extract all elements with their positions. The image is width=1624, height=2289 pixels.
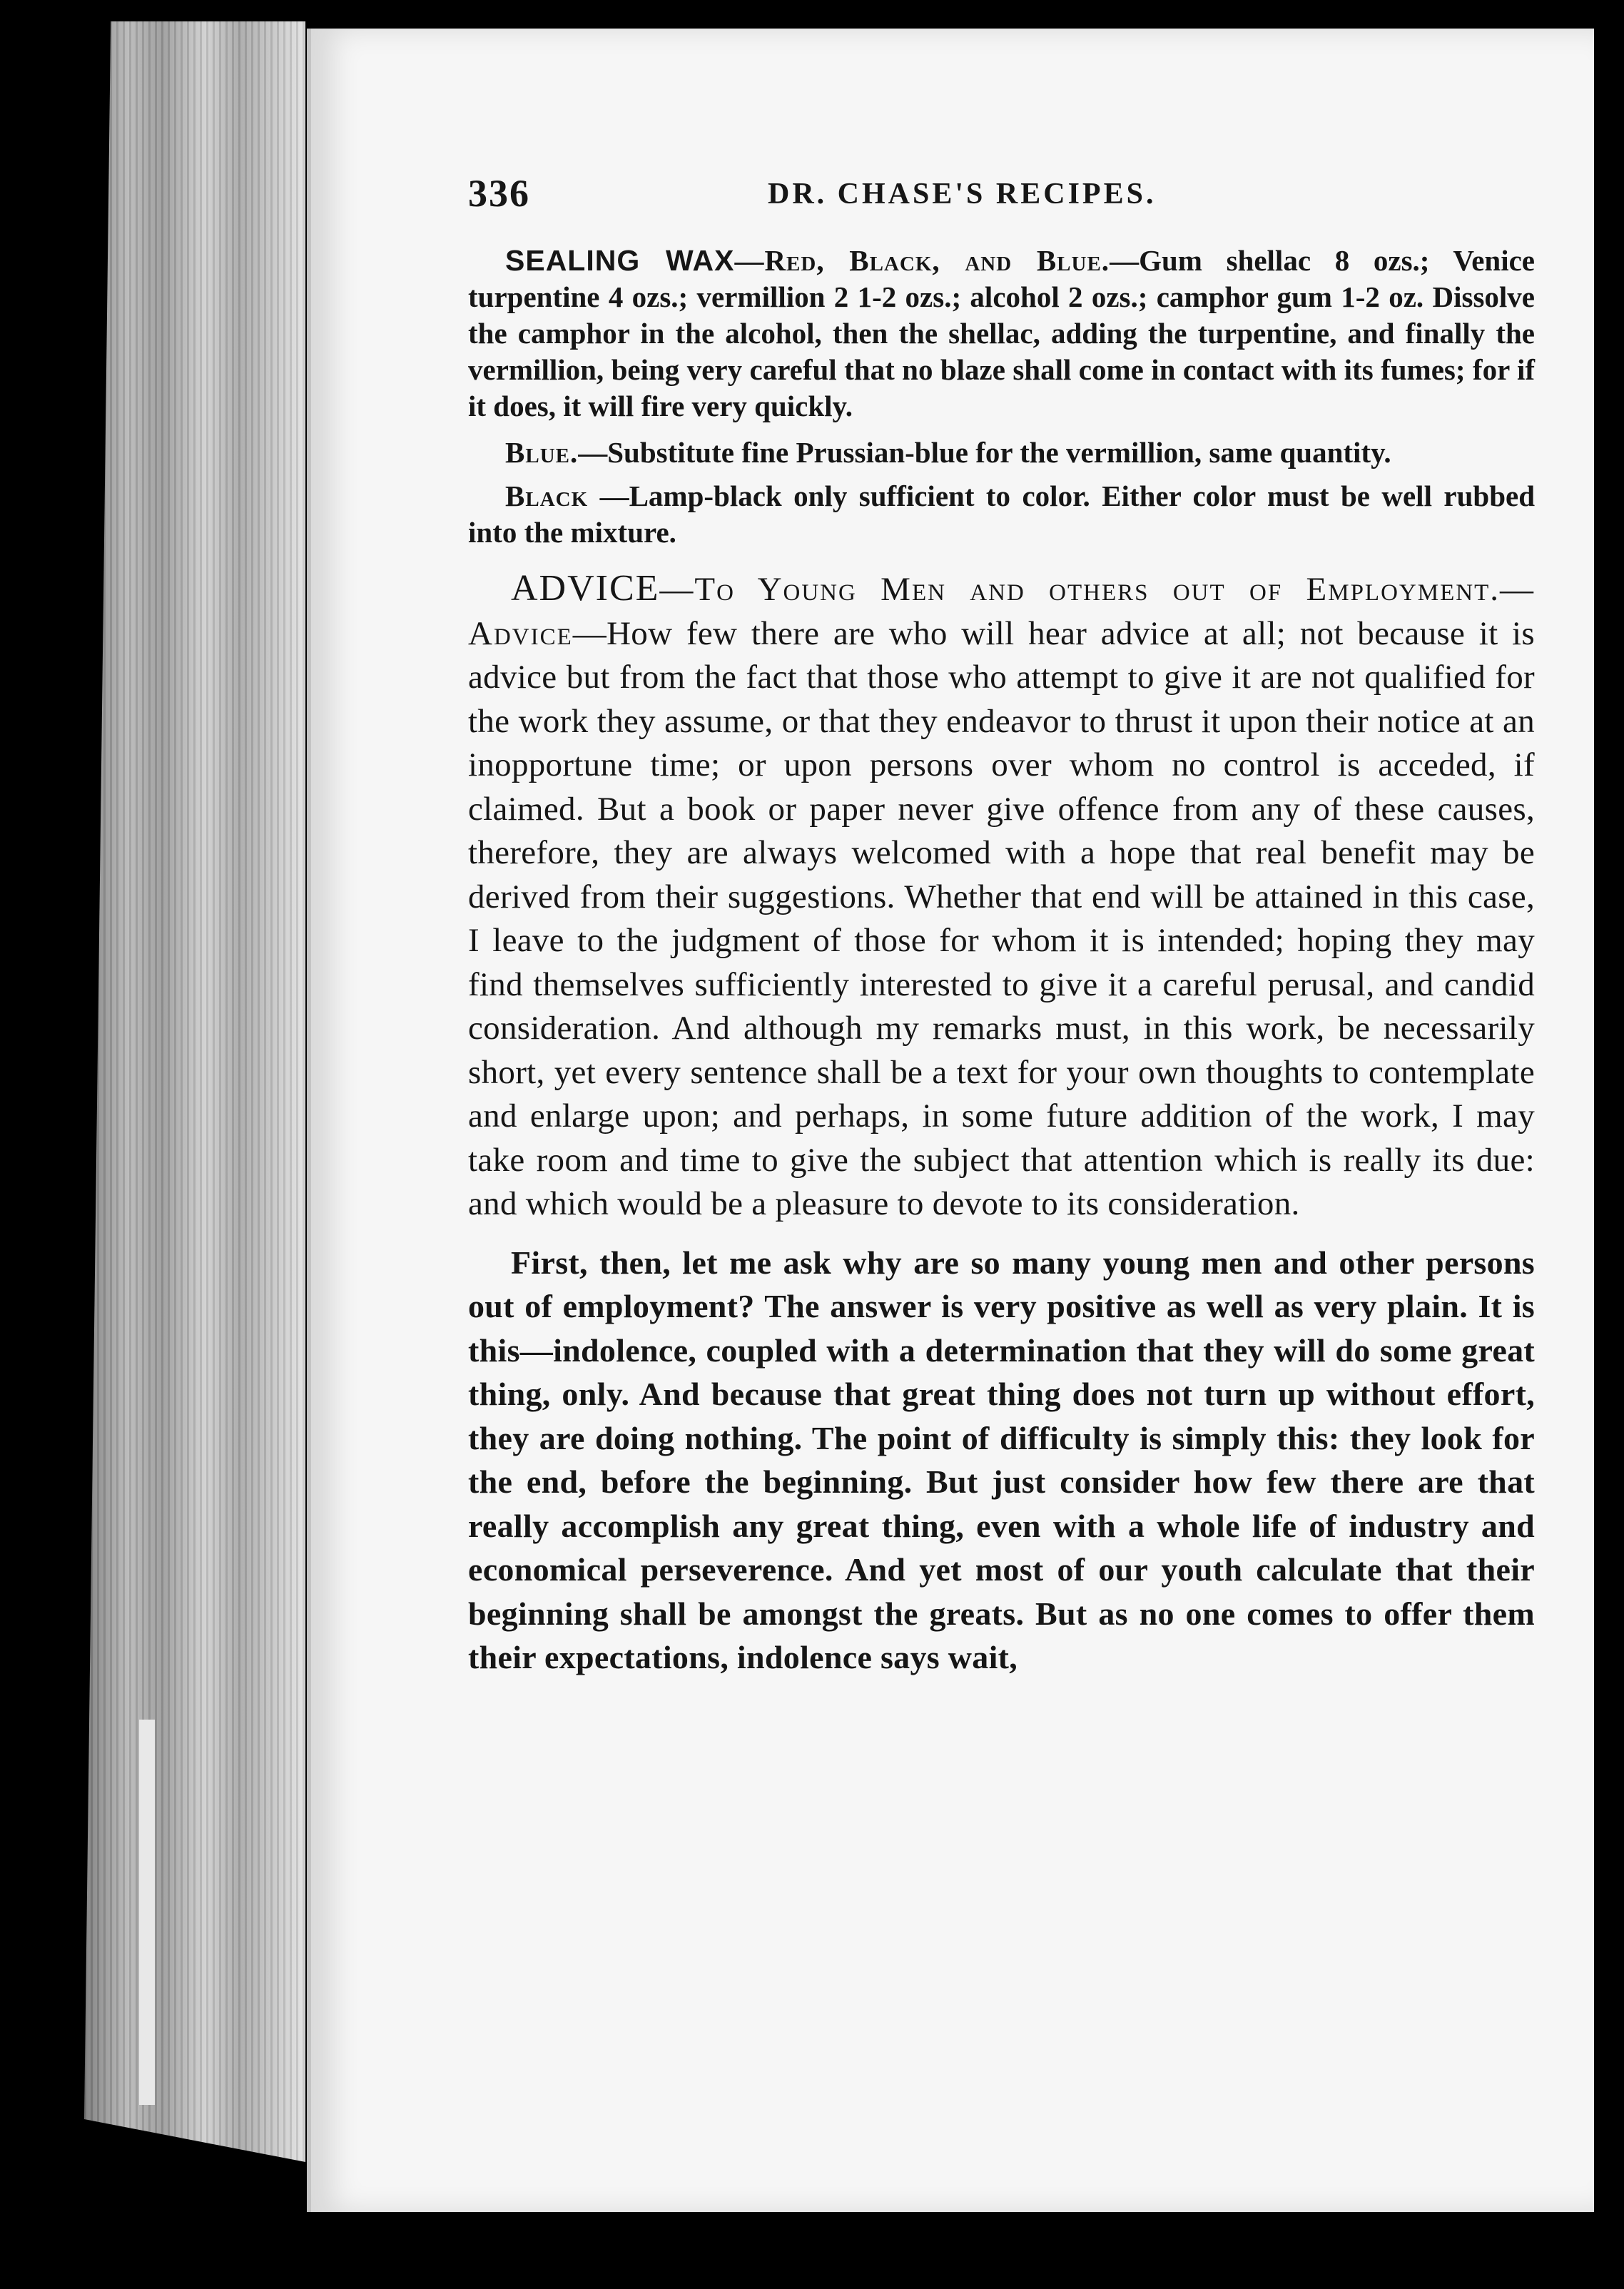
running-title: DR. CHASE'S RECIPES.	[768, 178, 1157, 210]
book-page-edges	[84, 21, 305, 2162]
book-page	[307, 29, 1594, 2212]
sealing-wax-body: —Gum shellac 8 ozs.; Venice turpentine 4 ozs.; vermillion 2 1-2 ozs.; alcohol 2 ozs.; camphor gum 1-2 oz. Dissolve the camphor in the alcohol, then the shellac, adding the turpentine, and finally the vermillion, being very careful that no blaze shall come in contact with its fumes; for if it does, it will fire very quickly.	[468, 244, 1535, 422]
page-number: 336	[468, 172, 530, 215]
page-edge-highlight	[139, 1720, 155, 2105]
advice-paragraph-1	[468, 567, 1535, 1227]
sealing-wax-paragraph	[468, 243, 1535, 425]
sealing-wax-heading: SEALING WAX	[505, 244, 735, 277]
running-head	[468, 171, 1535, 228]
black-variant-paragraph	[468, 478, 1535, 551]
blue-variant-text: —Substitute fine Prussian-blue for the vermillion, same quantity.	[578, 436, 1391, 469]
advice-paragraph-2: First, then, let me ask why are so many young men and other persons out of employment? The answer is very positive as well as very plain. It is this—indolence, coupled with a determination that they will do some great thing, only. And because that great thing does not turn up without effort, they are doing nothing. The point of difficulty is simply this: they look for the end, before the beginning. But just consider how few there are that really accomplish any great thing, even with a whole life of industry and economical perseverence. And yet most of our youth calculate that their beginning shall be amongst the greats. But as no one comes to offer them their expectations, indolence says wait,	[468, 1244, 1535, 1675]
sealing-wax-recipe	[468, 243, 1535, 551]
advice-paragraph-1-text: —How few there are who will hear advice at all; not because it is advice but from the fact that those who attempt to give it are not qualified for the work they assume, or that they endeavor to thrust it upon their notice at an inopportune time; or upon persons over whom no control is acceded, if claimed. But a book or paper never give offence from any of these causes, therefore, they are always welcomed with a hope that real benefit may be derived from their suggestions. Whether that end will be attained in this case, I leave to the judgment of those for whom it is intended; hoping they may find themselves sufficiently interested to give it a careful perusal, and candid consideration. And although my remarks must, in this work, be necessarily short, yet every sentence shall be a text for your own thoughts to contemplate and enlarge upon; and perhaps, in some future addition of the work, I may take room and time to give the subject that attention which is really its due: and which would be a pleasure to devote to its consideration.	[468, 614, 1535, 1222]
blue-variant-paragraph	[468, 435, 1535, 471]
sealing-wax-subheading: —Red, Black, and Blue.	[734, 244, 1110, 277]
blue-variant-label: Blue.	[505, 436, 579, 469]
black-variant-label: Black	[505, 479, 589, 512]
advice-heading: ADVICE	[511, 568, 660, 609]
black-variant-text: —Lamp-black only sufficient to color. Either color must be well rubbed into the mixture.	[468, 479, 1535, 549]
advice-section	[468, 567, 1535, 1680]
advice-subheading: —To Young Men and others out of Employment.—Advice	[468, 571, 1535, 652]
page-content	[468, 171, 1535, 1694]
